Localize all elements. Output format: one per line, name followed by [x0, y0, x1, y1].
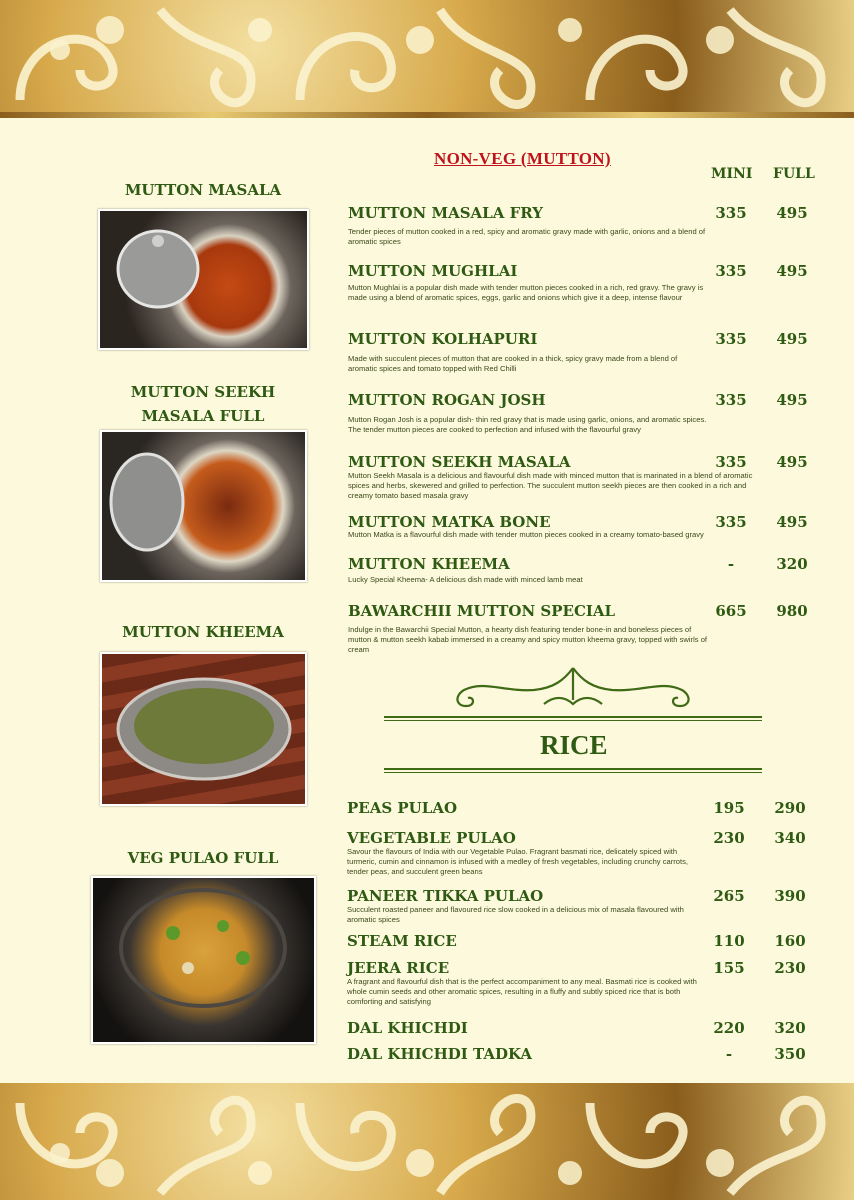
ornament-divider-icon: [384, 660, 762, 722]
menu-item-description: Tender pieces of mutton cooked in a red, spicy and aromatic gravy made with garlic, onions and a blend of aromatic spices: [348, 227, 706, 246]
dish-icon: [102, 654, 305, 804]
price-mini: 110: [713, 932, 745, 950]
price-mini: 335: [715, 330, 747, 348]
menu-item-description: Succulent roasted paneer and flavoured rice slow cooked in a delicious mix of masala flavoured with aromatic spices: [347, 905, 684, 924]
price-full: 495: [776, 204, 808, 222]
menu-item-description: Mutton Mughlai is a popular dish made with tender mutton pieces cooked in a rich, red gravy. The gravy is made using a blend of aromatic spices, eggs, garlic and onions which give it a deep, intense flavour: [348, 283, 704, 302]
menu-item-description: Mutton Rogan Josh is a popular dish- thin red gravy that is made using garlic, onions, and aromatic spices. The tender mutton pieces are cooked to perfection and infused with the flavourful gravy: [348, 415, 707, 434]
menu-item-name: BAWARCHII MUTTON SPECIAL: [348, 602, 616, 620]
price-full: 980: [776, 602, 808, 620]
column-header-mini: MINI: [711, 166, 753, 182]
menu-item-description: A fragrant and flavourful dish that is the perfect accompaniment to any meal. Basmati rice is cooked with whole cumin seeds and other aromatic spices, resulting in a fluffy and subtly spiced rice that is both comforting and satisfying: [347, 977, 697, 1006]
top-border-line: [0, 112, 854, 118]
menu-item-description: Savour the flavours of India with our Vegetable Pulao. Fragrant basmati rice, delicately spiced with turmeric, cumin and cinnamon is infused with a medley of fresh vegetables, including crunchy carrots, tender peas, and succulent green beans: [347, 847, 689, 876]
price-mini: 335: [715, 453, 747, 471]
photo-title-line1: MUTTON SEEKH: [130, 383, 276, 401]
price-mini: 155: [713, 959, 745, 977]
menu-item-name: MUTTON KOLHAPURI: [348, 330, 538, 348]
dish-icon: [100, 211, 307, 348]
dish-icon: [102, 432, 305, 580]
menu-item-description: Indulge in the Bawarchii Special Mutton, a hearty dish featuring tender bone-in and boneless pieces of mutton & mutton seekh kabab immersed in a creamy and spicy mutton kheema gravy, topped with swirls of cream: [348, 625, 708, 654]
menu-item-name: DAL KHICHDI: [347, 1019, 468, 1037]
menu-item-description: Made with succulent pieces of mutton that are cooked in a thick, spicy gravy made from a blend of aromatic spices and tomato topped with Red Chilli: [348, 354, 678, 373]
photo-title-mutton-seekh: [98, 380, 308, 428]
photo-title-mutton-kheema: MUTTON KHEEMA: [122, 623, 284, 641]
price-full: 495: [776, 391, 808, 409]
price-mini: -: [727, 555, 735, 573]
top-ornament-band: [0, 0, 854, 118]
photo-veg-pulao: [91, 876, 316, 1044]
price-full: 160: [774, 932, 806, 950]
menu-item-name: JEERA RICE: [347, 959, 450, 977]
price-mini: 335: [715, 391, 747, 409]
price-mini: 230: [713, 829, 745, 847]
scroll-ornament-icon: [0, 1083, 854, 1200]
menu-item-name: VEGETABLE PULAO: [347, 829, 516, 847]
menu-item-description: Mutton Matka is a flavourful dish made with tender mutton pieces cooked in a creamy tomato-based gravy: [348, 530, 704, 539]
photo-mutton-seekh-masala: [100, 430, 307, 582]
photo-mutton-kheema: [100, 652, 307, 806]
photo-title-mutton-masala: MUTTON MASALA: [124, 181, 282, 199]
price-full: 230: [774, 959, 806, 977]
price-mini: 265: [713, 887, 745, 905]
price-mini: 335: [715, 262, 747, 280]
menu-item-name: MUTTON KHEEMA: [348, 555, 510, 573]
rice-divider-line: [384, 772, 762, 773]
price-full: 495: [776, 453, 808, 471]
scroll-ornament-icon: [0, 0, 854, 118]
rice-section-title: RICE: [540, 730, 608, 760]
price-mini: -: [725, 1045, 733, 1063]
menu-item-name: MUTTON MASALA FRY: [348, 204, 543, 222]
price-full: 495: [776, 262, 808, 280]
price-full: 320: [776, 555, 808, 573]
photo-mutton-masala: [98, 209, 309, 350]
price-full: 390: [774, 887, 806, 905]
price-mini: 335: [715, 513, 747, 531]
photo-title-line2: MASALA FULL: [141, 407, 265, 425]
price-full: 290: [774, 799, 806, 817]
bottom-ornament-band: [0, 1083, 854, 1200]
menu-item-name: DAL KHICHDI TADKA: [347, 1045, 533, 1063]
menu-item-name: PANEER TIKKA PULAO: [347, 887, 544, 905]
price-full: 495: [776, 513, 808, 531]
price-full: 340: [774, 829, 806, 847]
column-header-full: FULL: [773, 166, 815, 182]
section-title: NON-VEG (MUTTON): [434, 149, 611, 168]
price-mini: 195: [713, 799, 745, 817]
menu-item-name: PEAS PULAO: [347, 799, 458, 817]
menu-item-name: MUTTON SEEKH MASALA: [348, 453, 571, 471]
menu-item-name: STEAM RICE: [347, 932, 457, 950]
price-mini: 335: [715, 204, 747, 222]
menu-item-description: Lucky Special Kheema- A delicious dish made with minced lamb meat: [348, 575, 583, 584]
menu-item-name: MUTTON MUGHLAI: [348, 262, 518, 280]
rice-divider-line: [384, 768, 762, 770]
price-mini: 220: [713, 1019, 745, 1037]
menu-item-name: MUTTON MATKA BONE: [348, 513, 551, 531]
menu-item-name: MUTTON ROGAN JOSH: [348, 391, 546, 409]
price-full: 350: [774, 1045, 806, 1063]
price-mini: 665: [715, 602, 747, 620]
price-full: 495: [776, 330, 808, 348]
menu-item-description: Mutton Seekh Masala is a delicious and flavourful dish made with minced mutton that is marinated in a blend of aromatic spices and herbs, skewered and grilled to perfection. The succulent mutton seekh pieces are then cooked in a rich and creamy tomato based masala gravy: [348, 471, 753, 500]
price-full: 320: [774, 1019, 806, 1037]
photo-title-veg-pulao: VEG PULAO FULL: [127, 849, 279, 867]
dish-icon: [93, 878, 314, 1042]
